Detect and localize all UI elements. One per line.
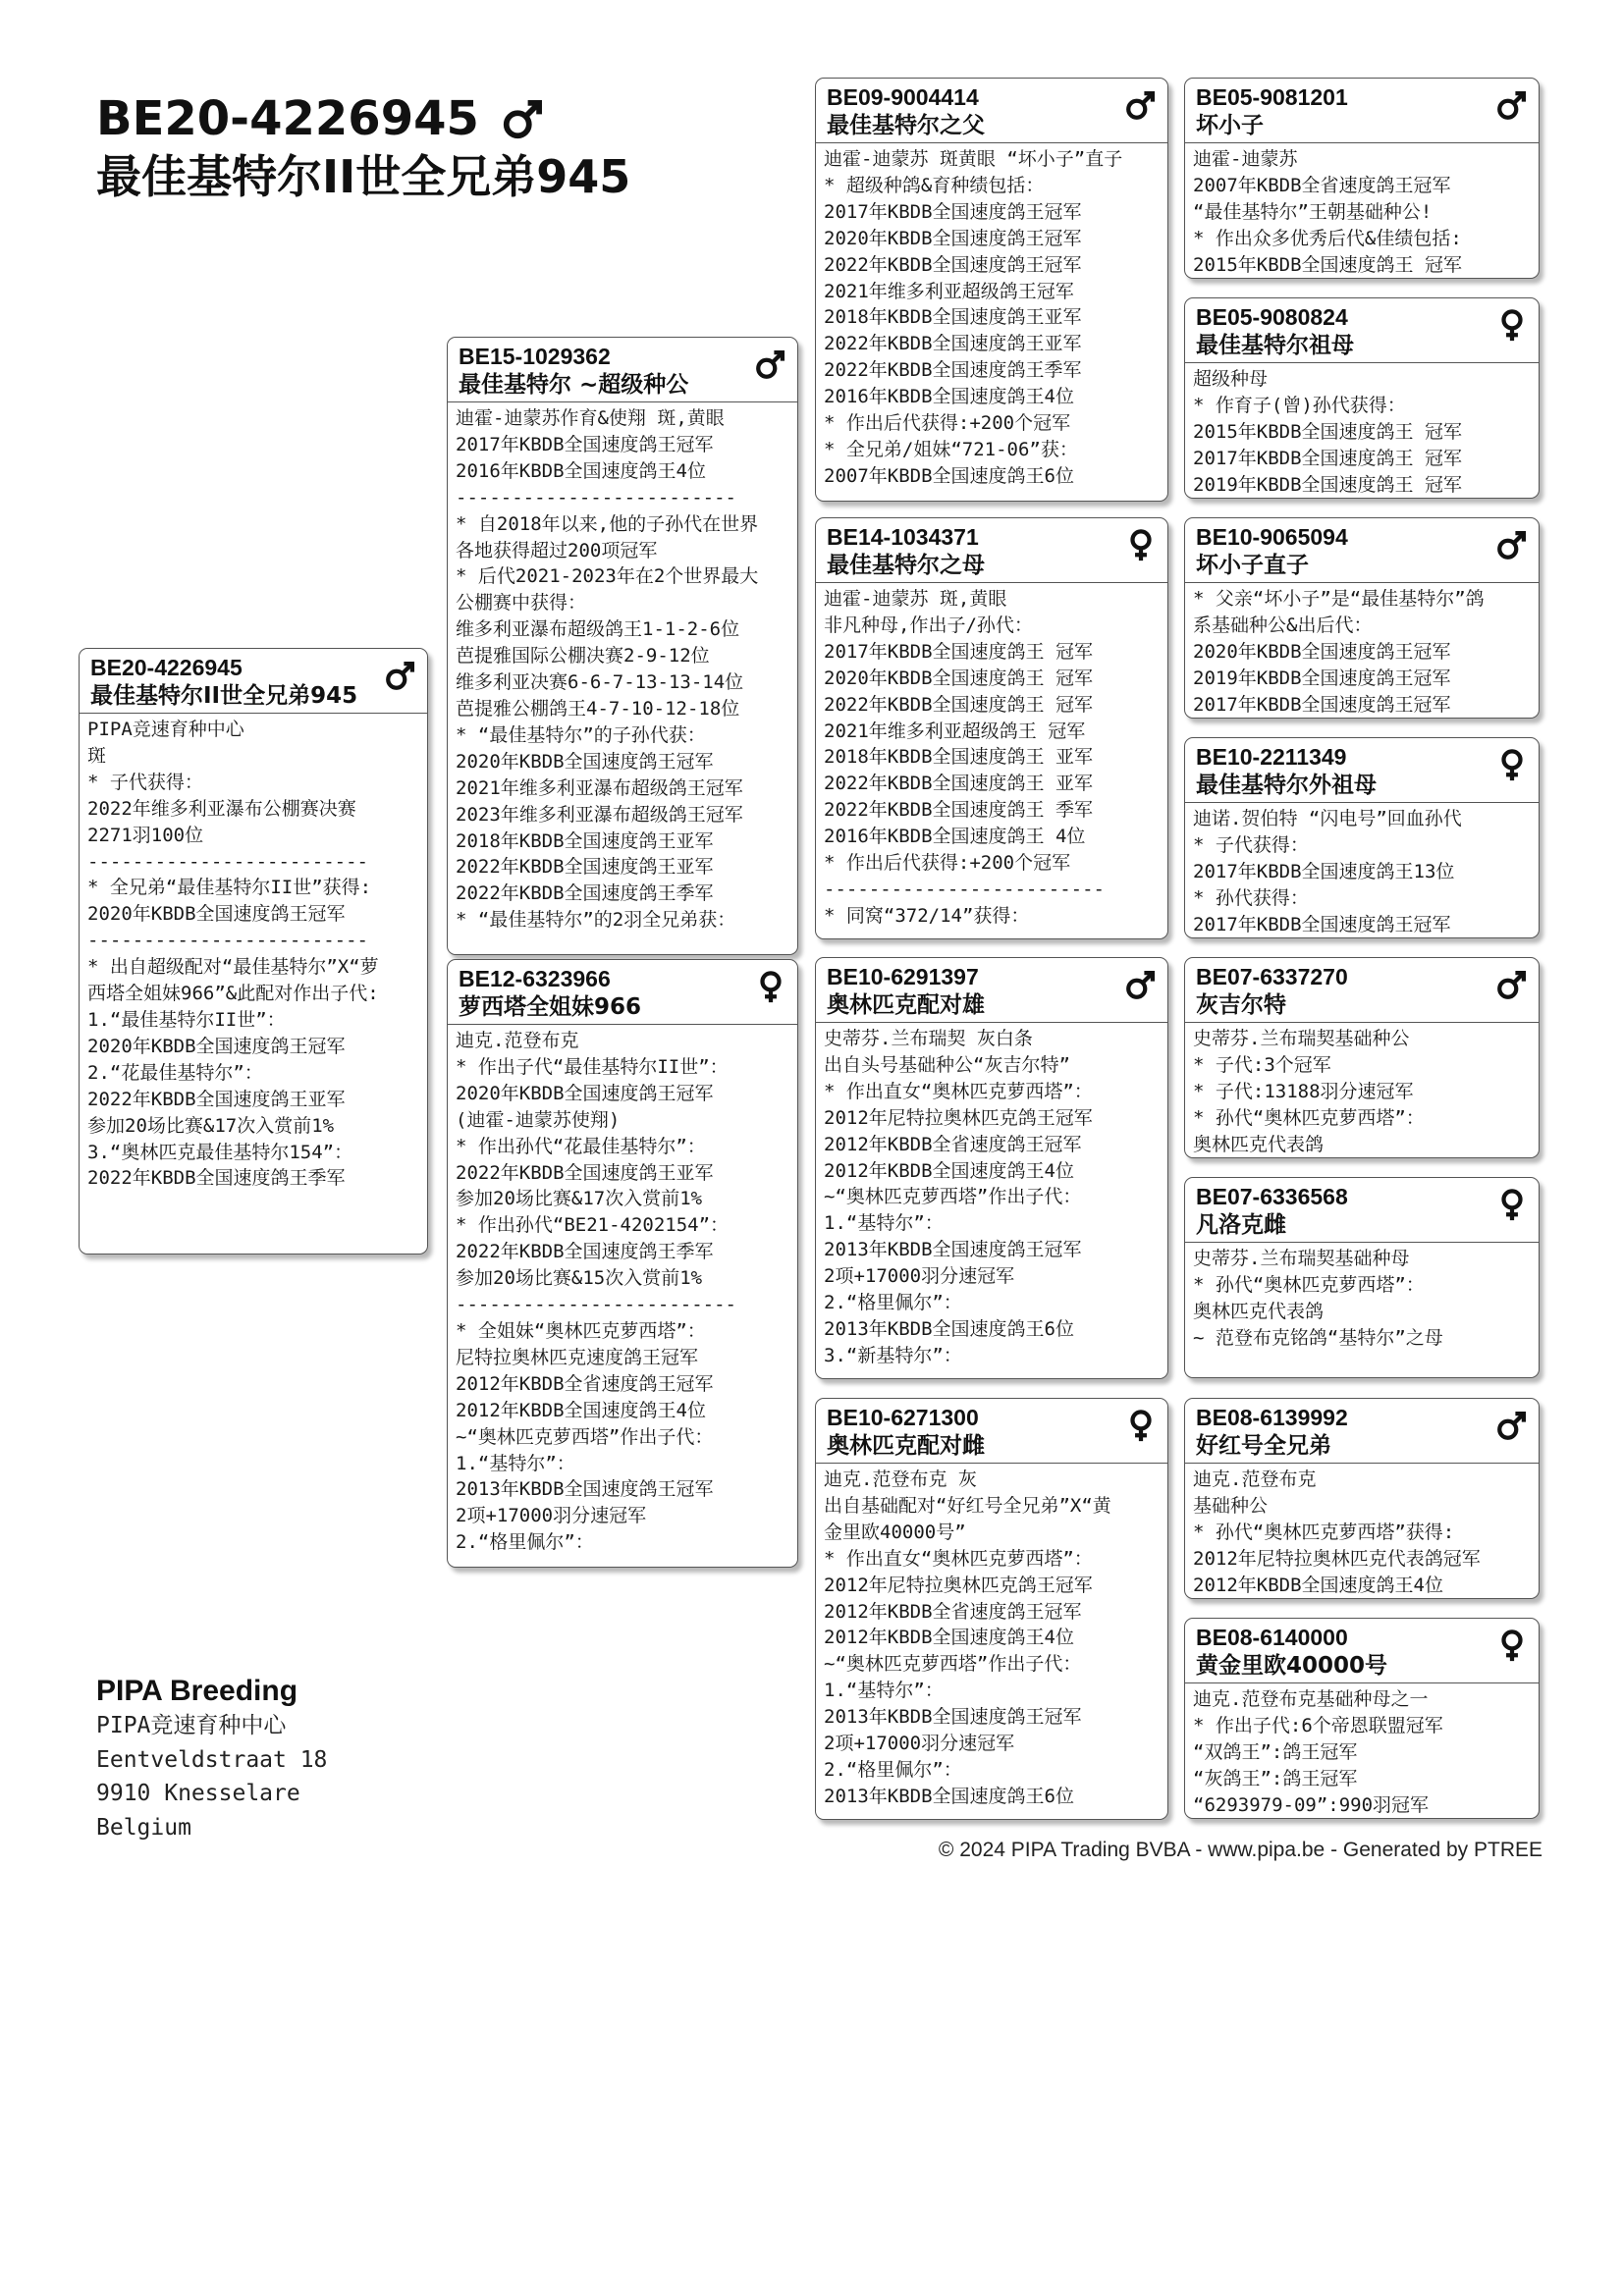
card-text-line: 2022年KBDB全国速度鸽王亚军	[456, 1161, 714, 1184]
male-symbol-icon	[1495, 528, 1529, 561]
card-text-line: 2016年KBDB全国速度鸽王4位	[824, 386, 1074, 408]
card-text-line: “6293979-09”:990羽冠军	[1193, 1793, 1430, 1816]
ring-number: BE05-9080824	[1196, 304, 1348, 330]
pigeon-name: 凡洛克雌	[1196, 1212, 1286, 1238]
card-text-line: 基础种公	[1193, 1494, 1269, 1517]
card-header	[1185, 738, 1539, 803]
pedigree-card-ss	[815, 78, 1168, 502]
breeder-name: PIPA Breeding	[96, 1675, 298, 1707]
card-text-line: * 作出众多优秀后代&佳绩包括:	[1193, 227, 1462, 249]
ring-number: BE05-9081201	[1196, 84, 1348, 110]
card-text-line: 2项+17000羽分速冠军	[824, 1733, 1015, 1755]
pigeon-name: 萝西塔全姐妹966	[459, 994, 642, 1020]
card-text-line: ~ 范登布克铭鸽“基特尔”之母	[1193, 1326, 1443, 1349]
card-text-line: 2016年KBDB全国速度鸽王4位	[456, 459, 706, 482]
card-text-line: 2020年KBDB全国速度鸽王冠军	[456, 1082, 714, 1104]
card-text-line: 2017年KBDB全国速度鸽王 冠军	[1193, 447, 1462, 469]
card-text-line: 参加20场比赛&17次入赏前1%	[87, 1114, 335, 1137]
card-text-line: 2022年KBDB全国速度鸽王亚军	[824, 333, 1082, 355]
card-text-line: 尼特拉奥林匹克速度鸽王冠军	[456, 1346, 699, 1368]
male-symbol-icon	[1495, 968, 1529, 1001]
card-text-line: * 后代2021-2023年在2个世界最大	[456, 565, 759, 588]
pedigree-card-dd	[815, 1398, 1168, 1820]
card-text-line: 2012年KBDB全国速度鸽王4位	[1193, 1574, 1443, 1596]
pigeon-name: 灰吉尔特	[1196, 992, 1286, 1018]
male-symbol-icon	[754, 347, 787, 381]
card-text-line: * 作出后代获得:+200个冠军	[824, 852, 1071, 875]
card-text-line: 2012年KBDB全省速度鸽王冠军	[824, 1600, 1082, 1623]
card-text-line: 系基础种公&出后代：	[1193, 614, 1373, 636]
pigeon-name: 最佳基特尔 ~超级种公	[459, 372, 689, 398]
card-text-line: ~“奥林匹克萝西塔”作出子代：	[824, 1186, 1082, 1208]
card-text-line: 公棚赛中获得：	[456, 592, 587, 614]
card-header	[816, 958, 1167, 1023]
card-text-line: “最佳基特尔”王朝基础种公!	[1193, 200, 1433, 223]
card-text-line: 1.“最佳基特尔II世”：	[87, 1008, 286, 1031]
card-text-line: * 子代获得：	[1193, 833, 1309, 856]
card-header	[1185, 958, 1539, 1023]
card-text-line: 史蒂芬.兰布瑞契基础种母	[1193, 1248, 1410, 1269]
copyright-notice: © 2024 PIPA Trading BVBA - www.pipa.be - Generated by PTREE	[938, 1839, 1542, 1861]
card-text-line: 迪克.范登布克基础种母之一	[1193, 1688, 1429, 1710]
card-header	[448, 960, 797, 1025]
card-text-line: 2022年KBDB全国速度鸽王亚军	[87, 1088, 346, 1110]
male-symbol-icon	[1495, 88, 1529, 122]
card-text-line: * 孙代获得：	[1193, 886, 1309, 909]
card-text-line: 2018年KBDB全国速度鸽王亚军	[456, 829, 714, 852]
card-text-line: 2项+17000羽分速冠军	[824, 1265, 1015, 1288]
card-text-line: 2020年KBDB全国速度鸽王冠军	[1193, 640, 1451, 663]
card-text-line: * 全兄弟“最佳基特尔II世”获得:	[87, 877, 372, 899]
pedigree-card-subject	[79, 648, 428, 1255]
card-text-line: 2017年KBDB全国速度鸽王冠军	[824, 200, 1082, 223]
card-text-line: * “最佳基特尔”的子孙代获：	[456, 723, 706, 746]
card-text-line: 2023年维多利亚瀑布超级鸽王冠军	[456, 803, 743, 826]
card-text-line: 奥林匹克代表鸽	[1193, 1300, 1325, 1322]
card-text-line: * 出自超级配对“最佳基特尔”X“萝	[87, 956, 379, 979]
card-text-line: 1.“基特尔”：	[456, 1452, 575, 1474]
pigeon-name: 奥林匹克配对雄	[827, 992, 985, 1018]
card-text-line: * 超级种鸽&育种绩包括：	[824, 174, 1045, 196]
card-text-line: 2019年KBDB全国速度鸽王 冠军	[1193, 473, 1462, 496]
card-text-line: PIPA竞速育种中心	[87, 719, 244, 740]
card-text-line: * 作出子代“最佳基特尔II世”：	[456, 1055, 729, 1078]
card-body	[1185, 143, 1539, 279]
card-text-line: * 作出后代获得:+200个冠军	[824, 412, 1071, 435]
card-text-line: 2017年KBDB全国速度鸽王 冠军	[824, 640, 1093, 663]
card-header	[1185, 1399, 1539, 1464]
pigeon-name: 好红号全兄弟	[1196, 1433, 1331, 1459]
card-text-line: 2022年KBDB全国速度鸽王亚军	[456, 856, 714, 879]
pedigree-card-ssd	[1184, 297, 1540, 499]
card-text-line: * 父亲“坏小子”是“最佳基特尔”鸽	[1193, 588, 1485, 610]
card-text-line: 2012年KBDB全省速度鸽王冠军	[824, 1133, 1082, 1155]
card-text-line: 2012年KBDB全国速度鸽王4位	[456, 1399, 706, 1421]
card-text-line: 2.“格里佩尔”：	[824, 1292, 962, 1314]
male-symbol-icon	[1124, 88, 1158, 122]
card-text-line: 2012年KBDB全省速度鸽王冠军	[456, 1372, 714, 1395]
card-text-line: 迪克.范登布克	[1193, 1468, 1317, 1490]
card-text-line: 2007年KBDB全国速度鸽王6位	[824, 464, 1074, 487]
card-text-line: * 作出孙代“花最佳基特尔”：	[456, 1135, 706, 1157]
card-text-line: ~“奥林匹克萝西塔”作出子代：	[824, 1653, 1082, 1676]
card-text-line: 芭提雅国际公棚决赛2-9-12位	[456, 645, 710, 667]
pedigree-card-dds	[1184, 1398, 1540, 1599]
card-text-line: 2020年KBDB全国速度鸽王冠军	[456, 750, 714, 773]
card-body	[1185, 1683, 1539, 1819]
card-text-line: 2007年KBDB全省速度鸽王冠军	[1193, 174, 1451, 196]
card-text-line: 各地获得超过200项冠军	[456, 539, 658, 561]
card-text-line: -------------------------	[87, 930, 368, 952]
card-text-line: 2012年尼特拉奥林匹克鸽王冠军	[824, 1574, 1093, 1596]
ring-number: BE08-6140000	[1196, 1625, 1348, 1650]
ring-number: BE08-6139992	[1196, 1405, 1348, 1430]
female-symbol-icon	[1495, 1629, 1529, 1662]
card-body	[1185, 363, 1539, 499]
card-text-line: 2017年KBDB全国速度鸽王13位	[1193, 860, 1455, 882]
card-text-line: -------------------------	[456, 486, 736, 508]
card-text-line: 2271羽100位	[87, 824, 204, 846]
card-text-line: “灰鸽王”:鸽王冠军	[1193, 1767, 1358, 1789]
female-symbol-icon	[754, 970, 787, 1003]
card-header	[816, 1399, 1167, 1464]
ring-number: BE07-6336568	[1196, 1184, 1348, 1209]
card-text-line: 非凡种母,作出子/孙代：	[824, 614, 1033, 636]
card-text-line: 2015年KBDB全国速度鸽王 冠军	[1193, 420, 1462, 443]
card-text-line: 2019年KBDB全国速度鸽王冠军	[1193, 667, 1451, 689]
card-text-line: 2012年KBDB全国速度鸽王4位	[824, 1627, 1074, 1649]
card-text-line: * 作出直女“奥林匹克萝西塔”：	[824, 1547, 1093, 1570]
card-text-line: 2.“格里佩尔”：	[456, 1531, 594, 1554]
card-header	[1185, 1178, 1539, 1243]
card-text-line: -------------------------	[824, 878, 1105, 900]
card-text-line: 迪霍-迪蒙苏作育&使翔 斑,黄眼	[456, 407, 725, 429]
pedigree-card-dss	[1184, 957, 1540, 1158]
card-text-line: 出自头号基础种公“灰吉尔特”	[824, 1053, 1070, 1076]
card-text-line: 3.“奥林匹克最佳基特尔154”：	[87, 1141, 353, 1163]
card-text-line: -------------------------	[456, 1294, 736, 1316]
card-text-line: 2017年KBDB全国速度鸽王冠军	[1193, 913, 1451, 935]
card-text-line: 2021年维多利亚超级鸽王冠军	[824, 280, 1074, 302]
card-text-line: 2016年KBDB全国速度鸽王 4位	[824, 826, 1086, 848]
card-text-line: 芭提雅公棚鸽王4-7-10-12-18位	[456, 697, 740, 720]
ring-number: BE10-9065094	[1196, 524, 1348, 550]
pedigree-title	[96, 90, 705, 206]
pigeon-name: 黄金里欧40000号	[1196, 1653, 1388, 1679]
pigeon-name: 坏小子直子	[1196, 553, 1309, 578]
card-body	[448, 402, 797, 937]
card-text-line: * 作出子代:6个帝恩联盟冠军	[1193, 1714, 1443, 1736]
pedigree-card-sss	[1184, 78, 1540, 279]
card-body	[1185, 583, 1539, 719]
card-text-line: 维多利亚瀑布超级鸽王1-1-2-6位	[456, 618, 740, 641]
card-text-line: -------------------------	[87, 850, 368, 873]
card-body	[816, 143, 1167, 494]
card-text-line: * 子代:3个冠军	[1193, 1053, 1331, 1076]
pigeon-name: 最佳基特尔之母	[827, 553, 985, 578]
card-header	[80, 649, 427, 714]
card-text-line: * 全兄弟/姐妹“721-06”获：	[824, 438, 1078, 460]
pigeon-name: 最佳基特尔外祖母	[1196, 773, 1377, 798]
card-text-line: “双鸽王”:鸽王冠军	[1193, 1740, 1358, 1763]
card-header	[1185, 79, 1539, 143]
card-text-line: 金里欧40000号”	[824, 1521, 966, 1543]
pedigree-card-dsd	[1184, 1177, 1540, 1378]
card-text-line: * 作育子(曾)孙代获得：	[1193, 394, 1406, 416]
card-text-line: 2021年维多利亚超级鸽王 冠军	[824, 720, 1086, 742]
card-body	[80, 714, 427, 1196]
card-text-line: 迪霍-迪蒙苏 斑黄眼 “坏小子”直子	[824, 148, 1123, 170]
card-text-line: 2022年维多利亚瀑布公棚赛决赛	[87, 797, 356, 820]
breeder-line-3: 9910 Knesselare	[96, 1781, 300, 1806]
card-text-line: 2020年KBDB全国速度鸽王冠军	[87, 1035, 346, 1057]
breeder-line-1: PIPA竞速育种中心	[96, 1713, 287, 1738]
card-text-line: * 作出孙代“BE21-4202154”：	[456, 1214, 730, 1237]
card-text-line: 奥林匹克代表鸽	[1193, 1133, 1325, 1155]
breeder-info	[96, 1674, 327, 1844]
card-text-line: 2018年KBDB全国速度鸽王 亚军	[824, 746, 1093, 769]
card-text-line: 2020年KBDB全国速度鸽王冠军	[824, 227, 1082, 249]
card-text-line: 2022年KBDB全国速度鸽王 亚军	[824, 773, 1093, 795]
card-text-line: 2013年KBDB全国速度鸽王6位	[824, 1785, 1074, 1807]
card-header	[1185, 518, 1539, 583]
card-text-line: 2018年KBDB全国速度鸽王亚军	[824, 306, 1082, 329]
card-body	[1185, 1464, 1539, 1599]
card-text-line: 2012年尼特拉奥林匹克鸽王冠军	[824, 1106, 1093, 1129]
card-text-line: 史蒂芬.兰布瑞契 灰白条	[824, 1028, 1033, 1049]
ring-number: BE20-4226945	[90, 655, 243, 680]
card-text-line: 斑	[87, 744, 107, 767]
ring-number: BE10-6291397	[827, 964, 979, 989]
card-text-line: 参加20场比赛&15次入赏前1%	[456, 1267, 703, 1290]
card-text-line: 2015年KBDB全国速度鸽王 冠军	[1193, 253, 1462, 276]
card-text-line: 西塔全姐妹966”&此配对作出子代:	[87, 983, 379, 1005]
card-text-line: * 子代获得：	[87, 771, 203, 793]
card-text-line: 2022年KBDB全国速度鸽王季军	[824, 359, 1082, 382]
breeder-line-4: Belgium	[96, 1814, 191, 1841]
card-text-line: 超级种母	[1193, 368, 1269, 390]
ring-number: BE15-1029362	[459, 344, 611, 369]
card-text-line: 参加20场比赛&17次入赏前1%	[456, 1188, 703, 1210]
card-text-line: 2012年KBDB全国速度鸽王4位	[824, 1159, 1074, 1182]
card-text-line: (迪霍-迪蒙苏使翔)	[456, 1108, 621, 1131]
pedigree-card-ds	[815, 957, 1168, 1379]
card-text-line: 2017年KBDB全国速度鸽王冠军	[456, 433, 714, 455]
card-text-line: 2020年KBDB全国速度鸽王 冠军	[824, 667, 1093, 689]
ring-number: BE09-9004414	[827, 84, 979, 110]
card-header	[1185, 298, 1539, 363]
card-text-line: 2020年KBDB全国速度鸽王冠军	[87, 903, 346, 926]
pedigree-card-dam	[447, 959, 798, 1568]
card-body	[1185, 803, 1539, 938]
pigeon-name: 最佳基特尔祖母	[1196, 333, 1354, 358]
card-header	[816, 518, 1167, 583]
card-text-line: 2项+17000羽分速冠军	[456, 1505, 647, 1527]
card-body	[816, 1464, 1167, 1814]
card-text-line: * 同窝“372/14”获得：	[824, 904, 1030, 927]
pedigree-card-sds	[1184, 517, 1540, 719]
card-body	[816, 1023, 1167, 1373]
card-text-line: 2012年尼特拉奥林匹克代表鸽冠军	[1193, 1547, 1481, 1570]
male-symbol-icon	[1124, 968, 1158, 1001]
card-text-line: 2022年KBDB全国速度鸽王季军	[456, 1241, 714, 1263]
title-pigeon-name: 最佳基特尔II世全兄弟945	[96, 150, 631, 203]
card-text-line: 2013年KBDB全国速度鸽王冠军	[824, 1239, 1082, 1261]
ring-number: BE14-1034371	[827, 524, 979, 550]
breeder-line-2: Eentveldstraat 18	[96, 1746, 328, 1773]
card-header	[448, 338, 797, 402]
card-header	[1185, 1619, 1539, 1683]
female-symbol-icon	[1495, 1188, 1529, 1221]
card-header	[816, 79, 1167, 143]
card-body	[1185, 1023, 1539, 1158]
pedigree-card-sd	[815, 517, 1168, 939]
pedigree-card-sire	[447, 337, 798, 955]
pigeon-name: 最佳基特尔之父	[827, 113, 985, 138]
card-text-line: * 孙代“奥林匹克萝西塔”：	[1193, 1273, 1425, 1296]
card-text-line: 2022年KBDB全国速度鸽王 冠军	[824, 693, 1093, 716]
card-text-line: 1.“基特尔”：	[824, 1680, 944, 1702]
card-text-line: * 全姐妹“奥林匹克萝西塔”：	[456, 1319, 706, 1342]
female-symbol-icon	[1124, 528, 1158, 561]
ring-number: BE12-6323966	[459, 966, 611, 991]
card-text-line: 迪霍-迪蒙苏	[1193, 148, 1298, 170]
male-symbol-icon	[384, 659, 417, 692]
card-text-line: 维多利亚决赛6-6-7-13-13-14位	[456, 671, 744, 694]
pigeon-name: 奥林匹克配对雌	[827, 1433, 985, 1459]
title-ring-number: BE20-4226945	[96, 91, 479, 146]
card-text-line: 史蒂芬.兰布瑞契基础种公	[1193, 1028, 1410, 1049]
card-text-line: 2021年维多利亚瀑布超级鸽王冠军	[456, 776, 743, 799]
pigeon-name: 坏小子	[1196, 113, 1264, 138]
ring-number: BE10-6271300	[827, 1405, 979, 1430]
card-text-line: * 自2018年以来,他的子孙代在世界	[456, 512, 759, 535]
male-symbol-icon	[501, 96, 546, 141]
card-text-line: 2017年KBDB全国速度鸽王冠军	[1193, 693, 1451, 716]
card-text-line: * 孙代“奥林匹克萝西塔”：	[1193, 1106, 1425, 1129]
ring-number: BE07-6337270	[1196, 964, 1348, 989]
card-text-line: 2013年KBDB全国速度鸽王冠军	[456, 1478, 714, 1501]
card-text-line: 迪霍-迪蒙苏 斑,黄眼	[824, 588, 1007, 610]
card-text-line: 迪诺.贺伯特 “闪电号”回血孙代	[1193, 808, 1462, 829]
card-body	[1185, 1243, 1539, 1356]
card-text-line: 2022年KBDB全国速度鸽王冠军	[824, 253, 1082, 276]
card-text-line: 迪克.范登布克	[456, 1030, 579, 1051]
card-text-line: 2013年KBDB全国速度鸽王冠军	[824, 1706, 1082, 1729]
card-text-line: * 作出直女“奥林匹克萝西塔”：	[824, 1080, 1093, 1102]
card-text-line: ~“奥林匹克萝西塔”作出子代：	[456, 1425, 714, 1448]
ring-number: BE10-2211349	[1196, 744, 1347, 770]
pedigree-card-ddd	[1184, 1618, 1540, 1819]
card-text-line: 出自基础配对“好红号全兄弟”X“黄	[824, 1494, 1111, 1517]
card-text-line: 2.“格里佩尔”：	[824, 1758, 962, 1781]
card-text-line: * 子代:13188羽分速冠军	[1193, 1080, 1414, 1102]
pigeon-name: 最佳基特尔II世全兄弟945	[90, 683, 358, 709]
card-text-line: * 孙代“奥林匹克萝西塔”获得:	[1193, 1521, 1455, 1543]
card-text-line: * “最佳基特尔”的2羽全兄弟获：	[456, 909, 736, 932]
card-text-line: 迪克.范登布克 灰	[824, 1468, 977, 1490]
card-text-line: 2022年KBDB全国速度鸽王 季军	[824, 799, 1093, 822]
female-symbol-icon	[1124, 1409, 1158, 1442]
card-body	[816, 583, 1167, 934]
card-text-line: 2022年KBDB全国速度鸽王季军	[456, 882, 714, 905]
female-symbol-icon	[1495, 748, 1529, 781]
male-symbol-icon	[1495, 1409, 1529, 1442]
pedigree-card-sdd	[1184, 737, 1540, 938]
card-text-line: 2.“花最佳基特尔”：	[87, 1061, 263, 1084]
card-body	[448, 1025, 797, 1560]
card-text-line: 3.“新基特尔”：	[824, 1344, 962, 1366]
card-text-line: 2013年KBDB全国速度鸽王6位	[824, 1317, 1074, 1340]
card-text-line: 2022年KBDB全国速度鸽王季军	[87, 1167, 346, 1190]
card-text-line: 1.“基特尔”：	[824, 1212, 944, 1235]
female-symbol-icon	[1495, 308, 1529, 342]
